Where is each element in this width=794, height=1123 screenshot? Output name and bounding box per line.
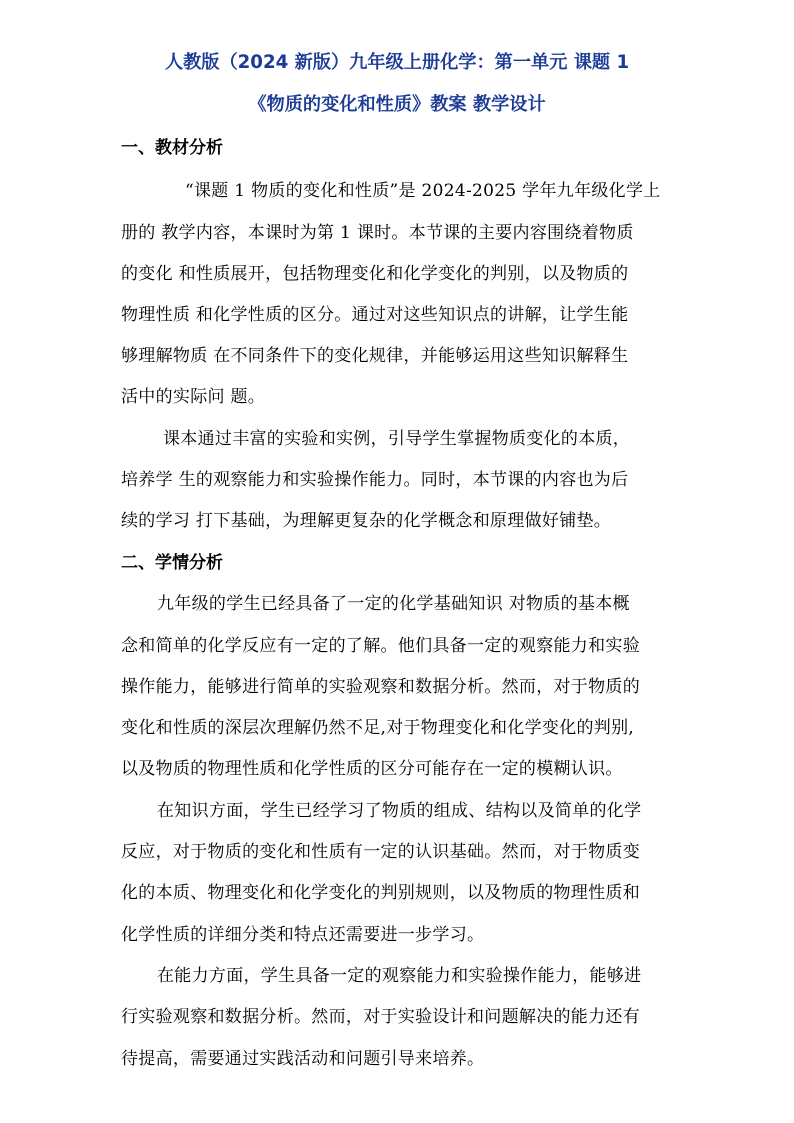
paragraph-line: 在知识方面，学生已经学习了物质的组成、结构以及简单的化学 xyxy=(157,801,642,821)
paragraph-line: 九年级的学生已经具备了一定的化学基础知识 对物质的基本概 xyxy=(157,594,630,614)
paragraph-line: 册的 教学内容，本课时为第 1 课时。本节课的主要内容围绕着物质 xyxy=(121,223,634,243)
paragraph-line: 培养学 生的观察能力和实验操作能力。同时，本节课的内容也为后 xyxy=(121,470,629,490)
paragraph-line: 化学性质的详细分类和特点还需要进一步学习。 xyxy=(121,925,485,945)
section-heading-student-analysis: 二、学情分析 xyxy=(121,553,223,573)
paragraph-line: 念和简单的化学反应有一定的了解。他们具备一定的观察能力和实验 xyxy=(121,636,640,656)
paragraph-line: 物理性质 和化学性质的区分。通过对这些知识点的讲解，让学生能 xyxy=(121,305,629,325)
document-title-line-1: 人教版（2024 新版）九年级上册化学：第一单元 课题 1 xyxy=(164,52,630,73)
paragraph-line: 在能力方面，学生具备一定的观察能力和实验操作能力，能够进 xyxy=(157,966,642,986)
paragraph-line: 化的本质、物理变化和化学变化的判别规则，以及物质的物理性质和 xyxy=(121,883,640,903)
section-heading-textbook-analysis: 一、教材分析 xyxy=(121,138,223,158)
document-title-line-2: 《物质的变化和性质》教案 教学设计 xyxy=(248,94,546,115)
paragraph-line: 够理解物质 在不同条件下的变化规律，并能够运用这些知识解释生 xyxy=(121,346,629,366)
paragraph-line: 待提高，需要通过实践活动和问题引导来培养。 xyxy=(121,1049,485,1069)
paragraph-line: “课题 1 物质的变化和性质”是 2024-2025 学年九年级化学上 xyxy=(185,181,661,201)
paragraph-line: 反应，对于物质的变化和性质有一定的认识基础。然而，对于物质变 xyxy=(121,842,640,862)
paragraph-line: 操作能力，能够进行简单的实验观察和数据分析。然而，对于物质的 xyxy=(121,677,640,697)
paragraph-line: 变化和性质的深层次理解仍然不足,对于物理变化和化学变化的判别, xyxy=(121,718,635,738)
paragraph-line: 课本通过丰富的实验和实例，引导学生掌握物质变化的本质， xyxy=(163,429,631,449)
paragraph-line: 以及物质的物理性质和化学性质的区分可能存在一定的模糊认识。 xyxy=(121,759,623,779)
paragraph-line: 续的学习 打下基础，为理解更复杂的化学概念和原理做好铺垫。 xyxy=(121,511,612,531)
paragraph-line: 行实验观察和数据分析。然而，对于实验设计和问题解决的能力还有 xyxy=(121,1007,640,1027)
paragraph-line: 的变化 和性质展开，包括物理变化和化学变化的判别，以及物质的 xyxy=(121,264,629,284)
paragraph-line: 活中的实际问 题。 xyxy=(121,387,266,407)
